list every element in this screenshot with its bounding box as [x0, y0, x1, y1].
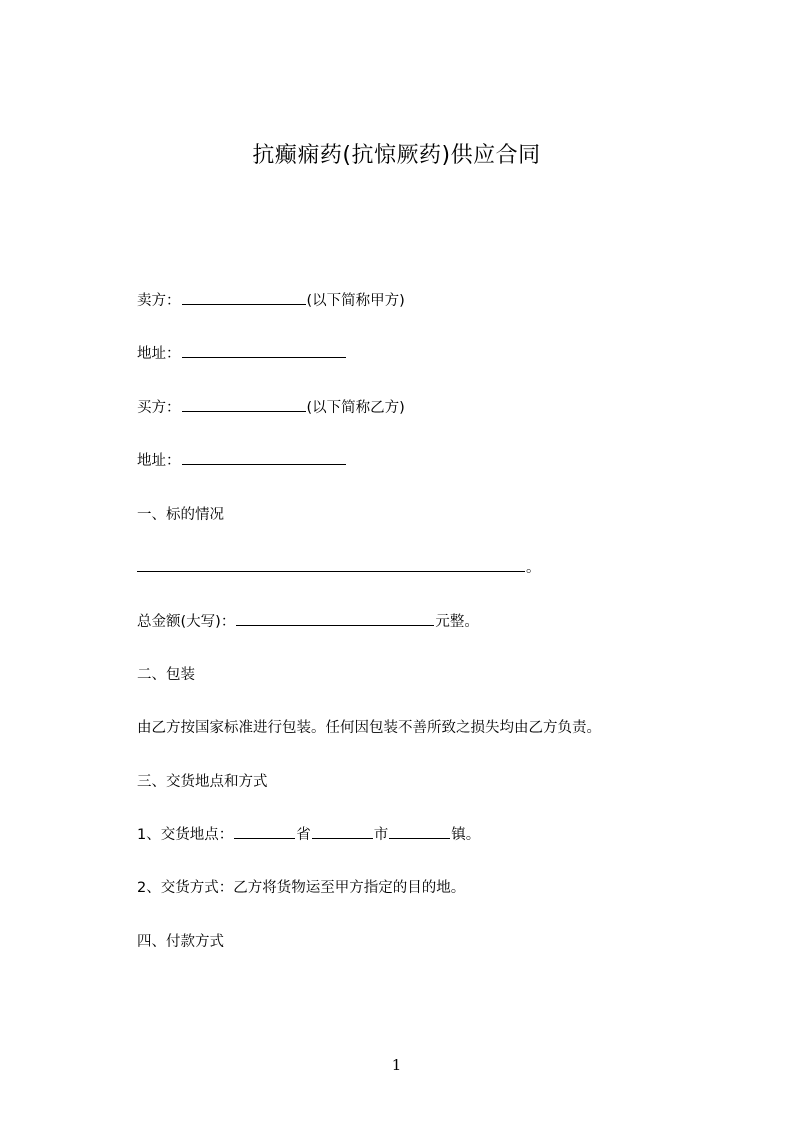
buyer-address-blank[interactable] — [182, 449, 346, 465]
delivery-location-line — [137, 823, 480, 847]
seller-address-line — [137, 342, 347, 366]
section-3-heading: 三、交货地点和方式 — [137, 774, 268, 790]
city-blank[interactable] — [312, 823, 373, 839]
buyer-line — [137, 396, 405, 420]
subject-matter-end: 。 — [526, 560, 541, 576]
section-1-heading: 一、标的情况 — [137, 507, 224, 523]
packaging-text: 由乙方按国家标准进行包装。任何因包装不善所致之损失均由乙方负责。 — [137, 720, 601, 736]
province-blank[interactable] — [234, 823, 295, 839]
delivery-method-line: 2、交货方式：乙方将货物运至甲方指定的目的地。 — [137, 880, 466, 896]
seller-suffix: (以下简称甲方) — [306, 293, 405, 309]
buyer-address-line — [137, 449, 347, 473]
total-amount-label: 总金额(大写)： — [137, 614, 236, 630]
total-amount-suffix: 元整。 — [435, 614, 479, 630]
province-label: 省 — [296, 827, 311, 843]
seller-address-blank[interactable] — [182, 342, 346, 358]
seller-name-blank[interactable] — [182, 289, 306, 305]
delivery-location-label: 1、交货地点： — [137, 827, 234, 843]
page-number: 1 — [391, 1056, 402, 1074]
document-title: 抗癫痫药(抗惊厥药)供应合同 — [252, 143, 541, 168]
town-label: 镇。 — [451, 827, 481, 843]
section-4-heading: 四、付款方式 — [137, 934, 224, 950]
buyer-suffix: (以下简称乙方) — [306, 400, 405, 416]
town-blank[interactable] — [389, 823, 450, 839]
buyer-name-blank[interactable] — [182, 396, 306, 412]
seller-line — [137, 289, 405, 313]
buyer-label: 买方： — [137, 400, 181, 416]
buyer-address-label: 地址： — [137, 453, 181, 469]
subject-matter-blank[interactable] — [137, 556, 525, 572]
subject-matter-line — [137, 556, 541, 580]
total-amount-blank[interactable] — [236, 610, 434, 626]
city-label: 市 — [373, 827, 389, 843]
seller-address-label: 地址： — [137, 346, 181, 362]
total-amount-line — [137, 610, 479, 634]
seller-label: 卖方： — [137, 293, 181, 309]
section-2-heading: 二、包装 — [137, 667, 195, 683]
